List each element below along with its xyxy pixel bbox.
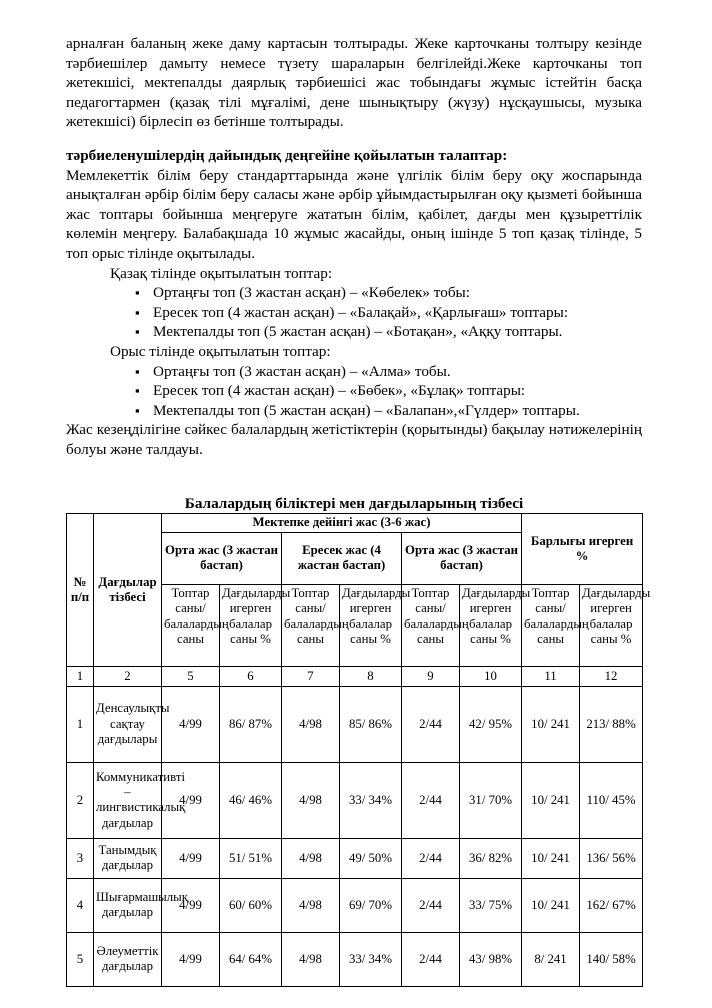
cell: 31/ 70%: [460, 762, 522, 838]
cell: 85/ 86%: [340, 686, 402, 762]
cell: 33/ 34%: [340, 762, 402, 838]
cell: 33/ 75%: [460, 878, 522, 932]
table-row: [67, 838, 643, 878]
cell: 2/44: [402, 762, 460, 838]
header-age-group: Орта жас (3 жастан бастап): [402, 532, 522, 584]
russian-groups-list: [66, 362, 642, 421]
column-number: 8: [340, 666, 402, 686]
cell: 86/ 87%: [220, 686, 282, 762]
header-age-group: Ересек жас (4 жастан бастап): [282, 532, 402, 584]
cell: 2/44: [402, 686, 460, 762]
header-skill: Дағдылар тізбесі: [94, 514, 162, 666]
cell: 42/ 95%: [460, 686, 522, 762]
cell: 2/44: [402, 932, 460, 986]
column-number: 2: [94, 666, 162, 686]
header-preschool: Мектепке дейінгі жас (3-6 жас): [162, 514, 522, 532]
header-sub-skills: Дағдыларды игерген балалар саны %: [580, 584, 643, 666]
cell: 43/ 98%: [460, 932, 522, 986]
cell: 69/ 70%: [340, 878, 402, 932]
cell: 4/99: [162, 878, 220, 932]
cell: 4/98: [282, 686, 340, 762]
row-number: 3: [67, 838, 94, 878]
cell: 110/ 45%: [580, 762, 643, 838]
header-sub-groups: Топтар саны/ балалардың саны: [402, 584, 460, 666]
column-number: 7: [282, 666, 340, 686]
column-number: 1: [67, 666, 94, 686]
header-sub-skills: Дағдыларды игерген балалар саны %: [220, 584, 282, 666]
header-sub-groups: Топтар саны/ балалардың саны: [282, 584, 340, 666]
skill-name: Шығармашылық дағдылар: [94, 878, 162, 932]
cell: 10/ 241: [522, 838, 580, 878]
skills-table: [66, 513, 651, 986]
header-sub-skills: Дағдыларды игерген балалар саны %: [460, 584, 522, 666]
cell: 64/ 64%: [220, 932, 282, 986]
column-number: 11: [522, 666, 580, 686]
table-title: Балалардың біліктері мен дағдыларының тізбесі: [184, 495, 524, 513]
cell: 36/ 82%: [460, 838, 522, 878]
cell: 136/ 56%: [580, 838, 643, 878]
header-num: № п/п: [67, 514, 94, 666]
table-row: [67, 932, 643, 986]
row-number: 1: [67, 686, 94, 762]
header-total: Барлығы игерген %: [522, 514, 643, 584]
column-number: 5: [162, 666, 220, 686]
column-number: 9: [402, 666, 460, 686]
cell: 162/ 67%: [580, 878, 643, 932]
list-item: ▪ Ортаңғы топ (3 жастан асқан) – «Көбелек» тобы:: [153, 283, 642, 303]
cell: 46/ 46%: [220, 762, 282, 838]
table-row: [67, 686, 643, 762]
cell: 60/ 60%: [220, 878, 282, 932]
header-sub-groups: Топтар саны/ балалардың саны: [522, 584, 580, 666]
russian-groups-label: Орыс тілінде оқытылатын топтар:: [110, 342, 331, 360]
list-item: ▪ Ересек топ (4 жастан асқан) – «Балақай», «Қарлығаш» топтары:: [153, 303, 642, 323]
table-row: [67, 878, 643, 932]
requirements-paragraph: Мемлекеттік білім беру стандарттарында және үлгілік білім беру оқу жоспарында анықталған әрбір білім беру саласы және әрбір ұйымдастырылған оқу қызметі бойынша жас топтары бойынша меңгеруге жататын білім, қабілет, дағды мен құзыреттілік көлемін меңгеру. Балабақшада 10 жұмыс жасайды, оның ішінде 5 топ қазақ тілінде, 5 топ орыс тілінде оқытылады.: [66, 166, 642, 262]
cell: 10/ 241: [522, 762, 580, 838]
row-number: 4: [67, 878, 94, 932]
cell: 33/ 34%: [340, 932, 402, 986]
column-number: 10: [460, 666, 522, 686]
row-number: 5: [67, 932, 94, 986]
cell: 51/ 51%: [220, 838, 282, 878]
header-sub-groups: Топтар саны/ балалардың саны: [162, 584, 220, 666]
column-number-row: [67, 666, 643, 686]
cell: 4/98: [282, 762, 340, 838]
cell: 213/ 88%: [580, 686, 643, 762]
skill-name: Коммуникативті – лингвистикалық дағдылар: [94, 762, 162, 838]
cell: 4/98: [282, 838, 340, 878]
kazakh-groups-list: [66, 283, 642, 342]
requirements-heading: тәрбиеленушілердің дайындық деңгейіне қойылатын талаптар:: [66, 146, 508, 164]
cell: 2/44: [402, 878, 460, 932]
cell: 4/99: [162, 762, 220, 838]
header-age-group: Орта жас (3 жастан бастап): [162, 532, 282, 584]
skill-name: Денсаулықты сақтау дағдылары: [94, 686, 162, 762]
cell: 49/ 50%: [340, 838, 402, 878]
list-item: ▪ Ортаңғы топ (3 жастан асқан) – «Алма» тобы.: [153, 362, 642, 382]
document-page: [66, 34, 651, 987]
cell: 4/98: [282, 878, 340, 932]
table-row: [67, 762, 643, 838]
cell: 4/99: [162, 932, 220, 986]
cell: 8/ 241: [522, 932, 580, 986]
cell: 4/99: [162, 838, 220, 878]
cell: 2/44: [402, 838, 460, 878]
cell: 10/ 241: [522, 878, 580, 932]
cell: 10/ 241: [522, 686, 580, 762]
intro-paragraph: арналған баланың жеке даму картасын толтырады. Жеке карточканы толтыру кезінде тәрбиешілер дамыту немесе түзету шараларын белгілейді.Жеке карточканы топ жетекшісі, мектепалды даярлық тәрбиешісі жас тобындағы жұмыс істейтін басқа педагогтармен (қазақ тілі мұғалімі, дене шынықтыру (жүзу) нұсқаушысы, музыка жетекшісі) бірлесіп өз бетінше толтырады.: [66, 35, 642, 131]
list-item: ▪ Ересек топ (4 жастан асқан) – «Бөбек», «Бұлақ» топтары:: [153, 381, 642, 401]
list-item: ▪ Мектепалды топ (5 жастан асқан) – «Ботақан», «Аққу топтары.: [153, 322, 642, 342]
cell: 140/ 58%: [580, 932, 643, 986]
kazakh-groups-label: Қазақ тілінде оқытылатын топтар:: [110, 264, 333, 282]
column-number: 12: [580, 666, 643, 686]
column-number: 6: [220, 666, 282, 686]
skill-name: Танымдық дағдылар: [94, 838, 162, 878]
list-item: ▪ Мектепалды топ (5 жастан асқан) – «Балапан»,«Гүлдер» топтары.: [153, 401, 642, 421]
cell: 4/98: [282, 932, 340, 986]
row-number: 2: [67, 762, 94, 838]
skill-name: Әлеуметтік дағдылар: [94, 932, 162, 986]
cell: 4/99: [162, 686, 220, 762]
closing-paragraph: Жас кезеңділігіне сәйкес балалардың жетістіктерін (қорытынды) бақылау нәтижелерінің болуы және талдауы.: [66, 421, 642, 458]
header-sub-skills: Дағдыларды игерген балалар саны %: [340, 584, 402, 666]
